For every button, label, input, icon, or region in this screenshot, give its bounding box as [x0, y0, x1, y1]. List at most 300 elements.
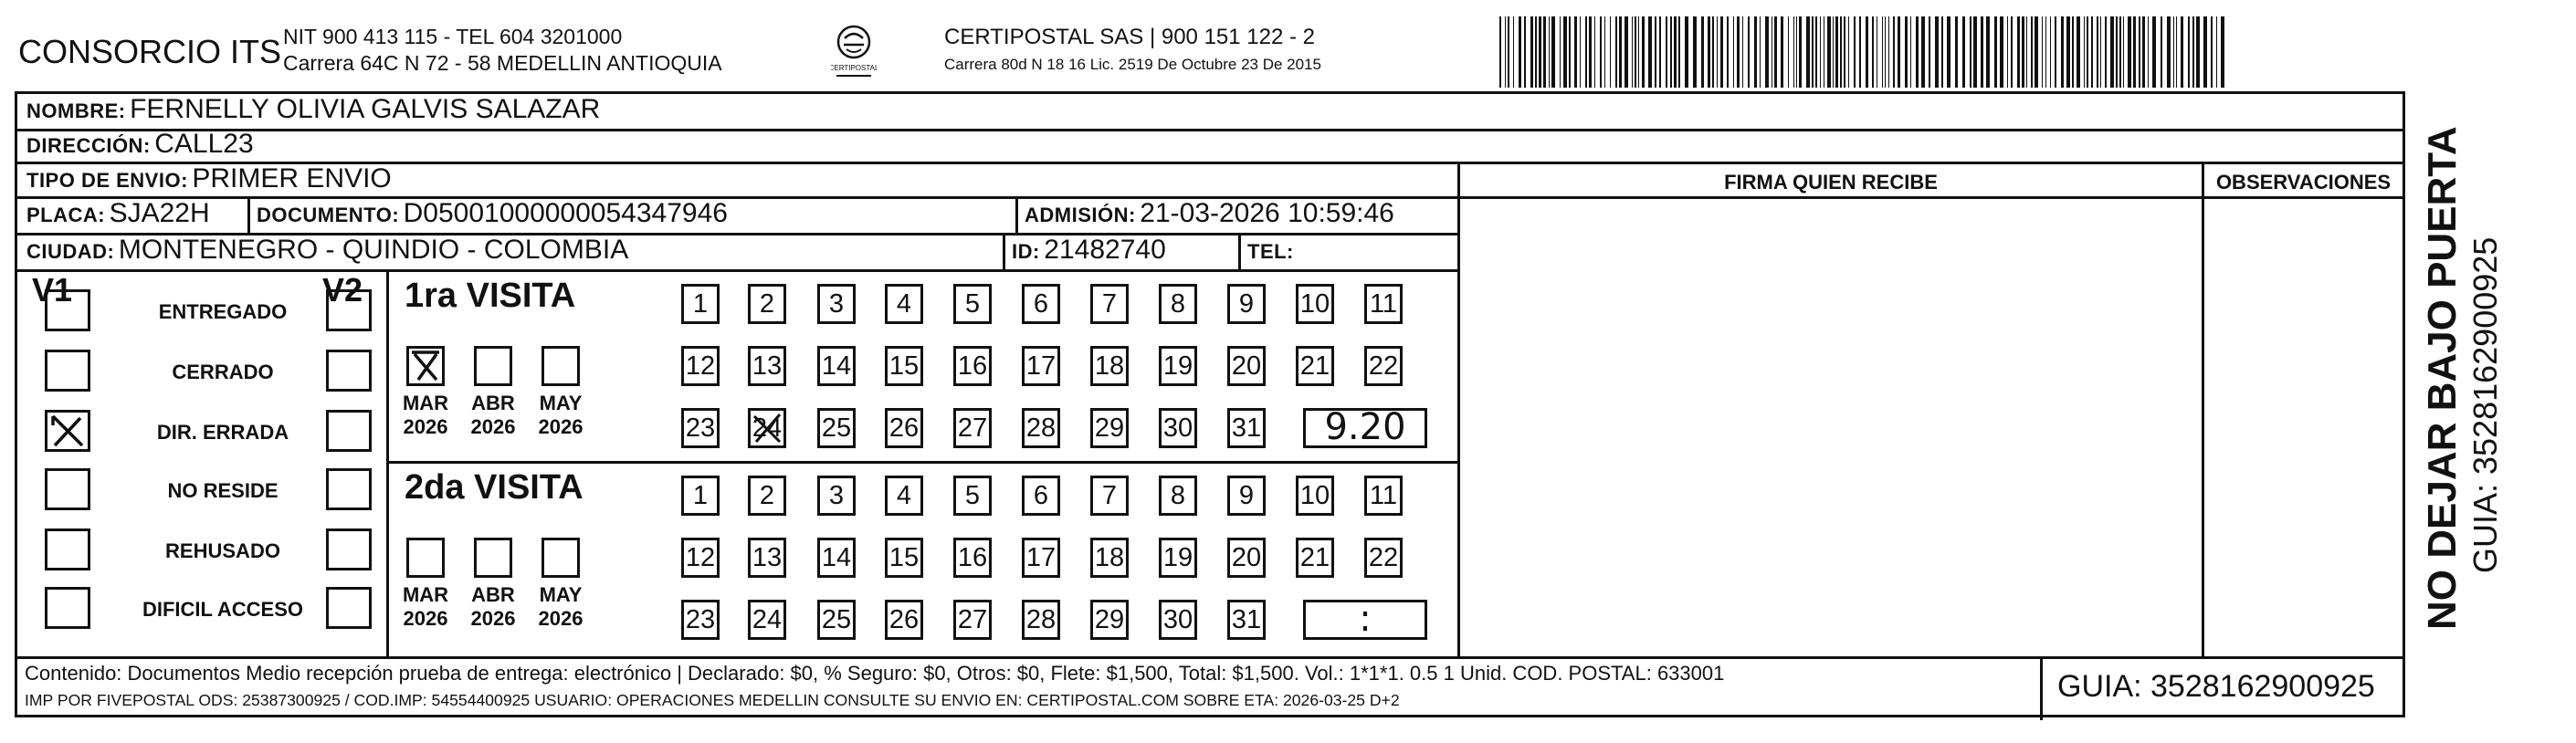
- firma-header: FIRMA QUIEN RECIBE: [1724, 171, 1938, 194]
- barcode-bar: [2148, 16, 2149, 88]
- day-number: 11: [1369, 289, 1398, 319]
- month-name: ABR: [471, 392, 515, 414]
- barcode-bar: [2045, 16, 2046, 88]
- day-number: 17: [1025, 351, 1057, 381]
- id-value: 21482740: [1044, 235, 1166, 265]
- barcode-bar: [1812, 16, 1814, 88]
- day-box[interactable]: [1022, 284, 1060, 324]
- day-number: 23: [685, 605, 716, 634]
- barcode-bar: [1866, 16, 1868, 88]
- day-box[interactable]: [953, 346, 992, 386]
- barcode-bar: [1840, 16, 1842, 88]
- barcode-bar: [1854, 16, 1856, 88]
- barcode-bar: [2139, 16, 2140, 88]
- barcode-bar: [1910, 16, 1911, 88]
- barcode-bar: [1674, 16, 1677, 88]
- barcode-bar: [1619, 16, 1622, 88]
- side-guia: GUIA: 3528162900925: [2466, 236, 2504, 573]
- barcode-bar: [1712, 16, 1714, 88]
- day-number: 19: [1162, 351, 1193, 381]
- day-number: 21: [1299, 351, 1330, 381]
- day-number: 12: [685, 543, 716, 572]
- barcode-bar: [1737, 16, 1740, 88]
- barcode-bar: [1844, 16, 1845, 88]
- post-address-line: Carrera 80d N 18 16 Lic. 2519 De Octubre 23 De 2015: [944, 56, 1321, 73]
- barcode-bar: [1727, 16, 1729, 88]
- barcode-bar: [1815, 16, 1817, 88]
- day-number: 6: [1033, 289, 1049, 319]
- day-number: 11: [1369, 481, 1398, 510]
- barcode-bar: [2050, 16, 2051, 88]
- month-year: 2026: [470, 607, 516, 630]
- barcode-bar: [1585, 16, 1587, 88]
- time-box[interactable]: :: [1303, 600, 1427, 640]
- side-no-dejar: NO DEJAR BAJO PUERTA: [2420, 126, 2465, 630]
- barcode-bar: [1666, 16, 1667, 88]
- barcode-bar: [1885, 16, 1886, 88]
- barcode-bar: [1635, 16, 1636, 88]
- day-number: 1: [692, 289, 709, 319]
- barcode-bar: [1569, 16, 1571, 88]
- day-number: 2: [759, 289, 775, 319]
- barcode-bar: [1994, 16, 1997, 88]
- day-number: 28: [1025, 605, 1057, 634]
- day-number: 8: [1170, 289, 1186, 319]
- nombre-label: NOMBRE:: [26, 99, 126, 122]
- month-name: MAR: [402, 392, 449, 414]
- barcode-bar: [1781, 16, 1783, 88]
- month-checkbox[interactable]: [406, 346, 445, 386]
- day-box[interactable]: [885, 538, 923, 578]
- month-label: [394, 392, 457, 439]
- barcode-bar: [1624, 16, 1628, 88]
- placa-label: PLACA:: [26, 204, 106, 226]
- barcode-bar: [1632, 16, 1633, 88]
- day-box[interactable]: [1090, 284, 1129, 324]
- admision-value: 21-03-2026 10:59:46: [1140, 198, 1394, 228]
- v1-checkbox[interactable]: [45, 587, 90, 629]
- barcode-bar: [2066, 16, 2070, 88]
- barcode-bar: [2055, 16, 2056, 88]
- day-box[interactable]: [817, 284, 856, 324]
- nombre-field: [26, 94, 600, 125]
- status-label: DIFICIL ACCESO: [142, 598, 303, 621]
- ciudad-field: [26, 235, 628, 266]
- day-box[interactable]: [885, 476, 923, 516]
- documento-field: [257, 198, 728, 229]
- barcode-bar: [1594, 16, 1595, 88]
- barcode-bar: [2203, 16, 2207, 88]
- month-name: MAY: [539, 583, 583, 606]
- barcode-bar: [2192, 16, 2194, 88]
- barcode-bar: [1508, 16, 1509, 88]
- day-number: 26: [888, 605, 920, 634]
- day-box[interactable]: [1022, 600, 1060, 640]
- v1-checkbox[interactable]: [45, 350, 90, 392]
- day-box[interactable]: [1159, 538, 1197, 578]
- month-checkbox[interactable]: [474, 346, 512, 386]
- barcode-bar: [1820, 16, 1821, 88]
- day-box[interactable]: [1022, 408, 1060, 448]
- day-number: 7: [1101, 289, 1118, 319]
- side-notice: [2420, 119, 2529, 630]
- barcode-bar: [1827, 16, 1831, 88]
- day-box[interactable]: [681, 476, 720, 516]
- v1-checkbox[interactable]: [45, 468, 90, 510]
- day-box[interactable]: [1227, 476, 1266, 516]
- barcode-bar: [1760, 16, 1761, 88]
- day-box[interactable]: [1090, 538, 1129, 578]
- day-box[interactable]: [817, 408, 856, 448]
- ciudad-label: CIUDAD:: [26, 240, 115, 263]
- check-mark-icon: [47, 413, 88, 449]
- day-box[interactable]: [1227, 600, 1266, 640]
- day-number: 30: [1162, 413, 1193, 443]
- day-number: 21: [1299, 543, 1330, 572]
- barcode-bar: [1574, 16, 1577, 88]
- day-box[interactable]: [1022, 538, 1060, 578]
- placa-field: [26, 198, 210, 229]
- day-number: 27: [957, 605, 988, 634]
- barcode-bar: [2026, 16, 2027, 88]
- barcode-bar: [1720, 16, 1723, 88]
- v2-checkbox[interactable]: [326, 289, 372, 331]
- delivery-form: [15, 91, 2405, 717]
- status-label: CERRADO: [172, 361, 274, 383]
- day-number: 25: [821, 413, 852, 443]
- day-number: 4: [896, 481, 912, 510]
- month-label: [529, 392, 593, 439]
- direccion-field: [26, 129, 254, 160]
- barcode-bar: [1848, 16, 1849, 88]
- barcode-bar: [1733, 16, 1734, 88]
- barcode-bar: [2084, 16, 2085, 88]
- v2-checkbox[interactable]: [326, 410, 372, 452]
- day-box[interactable]: [885, 408, 923, 448]
- rule: [386, 269, 389, 656]
- barcode-bar: [1551, 16, 1555, 88]
- day-box[interactable]: [1159, 476, 1197, 516]
- v1-header: V1: [32, 271, 73, 309]
- barcode-bar: [2087, 16, 2088, 88]
- day-number: 31: [1231, 605, 1262, 634]
- month-checkbox[interactable]: [474, 538, 512, 578]
- day-box[interactable]: [817, 538, 856, 578]
- certipostal-info: [944, 24, 1321, 78]
- day-box[interactable]: [1296, 346, 1334, 386]
- v2-checkbox[interactable]: [326, 468, 372, 510]
- barcode-bar: [1799, 16, 1802, 88]
- month-year: 2026: [470, 415, 516, 438]
- day-number: 12: [685, 351, 716, 381]
- tipo-envio-value: PRIMER ENVIO: [192, 163, 392, 194]
- tipo-envio-field: [26, 163, 392, 194]
- day-box[interactable]: [1090, 476, 1129, 516]
- day-number: 16: [957, 543, 988, 572]
- company-nit-line: NIT 900 413 115 - TEL 604 3201000: [283, 25, 623, 48]
- v2-header: V2: [322, 271, 363, 309]
- day-box[interactable]: [681, 538, 720, 578]
- barcode-bar: [2188, 16, 2190, 88]
- day-box[interactable]: [748, 600, 786, 640]
- day-number: 20: [1231, 351, 1262, 381]
- day-box[interactable]: [953, 600, 992, 640]
- day-box[interactable]: [953, 284, 992, 324]
- barcode-bar: [2105, 16, 2107, 88]
- day-number: 18: [1094, 543, 1125, 572]
- barcode-bar: [1549, 16, 1550, 88]
- id-field: [1012, 235, 1166, 266]
- day-box[interactable]: [1296, 476, 1334, 516]
- barcode-bar: [2031, 16, 2033, 88]
- day-box[interactable]: [1296, 284, 1334, 324]
- day-number: 5: [964, 289, 981, 319]
- v1-checkbox[interactable]: [45, 410, 90, 452]
- day-number: 19: [1162, 543, 1193, 572]
- barcode-bar: [1701, 16, 1704, 88]
- status-label: ENTREGADO: [158, 300, 288, 323]
- day-number: 28: [1025, 413, 1057, 443]
- company-info: [283, 24, 722, 77]
- barcode-bar: [1835, 16, 1838, 88]
- barcode-bar: [2167, 16, 2171, 88]
- day-box[interactable]: [1159, 284, 1197, 324]
- barcode-bar: [1947, 16, 1950, 88]
- month-year: 2026: [403, 607, 448, 630]
- v1-checkbox[interactable]: [45, 289, 90, 331]
- barcode-bar: [1796, 16, 1797, 88]
- visit-title: 1ra VISITA: [405, 277, 576, 315]
- barcode-bar: [1986, 16, 1990, 88]
- barcode-bar: [1935, 16, 1939, 88]
- barcode-bar: [1888, 16, 1889, 88]
- v2-checkbox[interactable]: [326, 528, 372, 570]
- day-box[interactable]: [748, 538, 786, 578]
- day-box[interactable]: [681, 346, 720, 386]
- day-box[interactable]: [748, 346, 786, 386]
- time-box[interactable]: 9.20: [1303, 408, 1427, 448]
- day-box[interactable]: [748, 284, 786, 324]
- day-box[interactable]: [1364, 284, 1403, 324]
- day-number: 24: [752, 413, 783, 443]
- company-name: CONSORCIO ITS: [18, 33, 282, 70]
- day-box[interactable]: [1090, 408, 1129, 448]
- rule: [247, 196, 250, 233]
- day-number: 18: [1094, 351, 1125, 381]
- day-box[interactable]: [1227, 346, 1266, 386]
- v2-checkbox[interactable]: [326, 587, 372, 629]
- day-box[interactable]: [1364, 538, 1403, 578]
- observaciones-header: OBSERVACIONES: [2215, 171, 2392, 194]
- day-number: 14: [821, 351, 852, 381]
- barcode-bar: [1638, 16, 1639, 88]
- day-number: 10: [1299, 289, 1330, 319]
- month-year: 2026: [403, 415, 448, 438]
- day-number: 2: [759, 481, 775, 510]
- barcode-bar: [1981, 16, 1983, 88]
- barcode-bar: [1560, 16, 1561, 88]
- documento-value: D05001000000054347946: [403, 198, 728, 228]
- day-number: 29: [1094, 605, 1125, 634]
- day-box[interactable]: [1227, 408, 1266, 448]
- barcode-bar: [2011, 16, 2013, 88]
- barcode-bar: [1589, 16, 1592, 88]
- barcode-bar: [1793, 16, 1794, 88]
- barcode-bar: [1929, 16, 1930, 88]
- barcode-bar: [1604, 16, 1605, 88]
- day-number: 29: [1094, 413, 1125, 443]
- day-box[interactable]: [817, 346, 856, 386]
- barcode-bar: [1973, 16, 1977, 88]
- barcode-bar: [2000, 16, 2003, 88]
- barcode-bar: [1670, 16, 1672, 88]
- barcode-bar: [1774, 16, 1777, 88]
- barcode-bar: [2181, 16, 2183, 88]
- barcode-bar: [1693, 16, 1697, 88]
- day-box[interactable]: [748, 408, 786, 448]
- direccion-value: CALL23: [154, 129, 254, 159]
- day-number: 23: [685, 413, 716, 443]
- v2-checkbox[interactable]: [326, 350, 372, 392]
- day-box[interactable]: [953, 538, 992, 578]
- barcode-bar: [1788, 16, 1789, 88]
- barcode-bar: [1833, 16, 1834, 88]
- tel-label: TEL:: [1247, 240, 1294, 263]
- placa-value: SJA22H: [109, 198, 210, 228]
- barcode-bar: [1717, 16, 1718, 88]
- rule: [17, 269, 1457, 272]
- day-box[interactable]: [1159, 600, 1197, 640]
- barcode-bar: [2142, 16, 2145, 88]
- day-number: 31: [1231, 413, 1262, 443]
- barcode-bar: [1806, 16, 1810, 88]
- day-box[interactable]: [1364, 476, 1403, 516]
- barcode-bar: [2007, 16, 2008, 88]
- day-box[interactable]: [953, 476, 992, 516]
- barcode-bar: [2123, 16, 2124, 88]
- day-number: 10: [1299, 481, 1330, 510]
- barcode-bar: [1499, 16, 1501, 88]
- day-box[interactable]: [681, 600, 720, 640]
- barcode-bar: [2077, 16, 2080, 88]
- direccion-label: DIRECCIÓN:: [26, 134, 151, 157]
- barcode-bar: [2176, 16, 2177, 88]
- rule: [1015, 196, 1018, 233]
- month-checkbox[interactable]: [541, 538, 580, 578]
- barcode-bar: [1893, 16, 1895, 88]
- rule: [1238, 233, 1241, 269]
- day-number: 27: [957, 413, 988, 443]
- day-box[interactable]: [953, 408, 992, 448]
- barcode-bar: [2119, 16, 2121, 88]
- barcode-bar: [1921, 16, 1925, 88]
- day-box[interactable]: [817, 476, 856, 516]
- barcode-bar: [1905, 16, 1908, 88]
- day-box[interactable]: [1296, 538, 1334, 578]
- day-box[interactable]: [1227, 538, 1266, 578]
- barcode-bar: [1962, 16, 1965, 88]
- barcode: [1498, 16, 2228, 88]
- month-name: MAR: [402, 583, 449, 606]
- status-label: DIR. ERRADA: [156, 421, 289, 444]
- day-box[interactable]: [1022, 476, 1060, 516]
- day-number: 24: [752, 605, 783, 634]
- barcode-bar: [2221, 16, 2224, 88]
- day-number: 15: [888, 543, 920, 572]
- rule: [386, 461, 1457, 464]
- barcode-bar: [1748, 16, 1750, 88]
- v1-checkbox[interactable]: [45, 528, 90, 570]
- barcode-bar: [1955, 16, 1958, 88]
- day-number: 22: [1368, 351, 1399, 381]
- tel-field: [1247, 235, 1294, 266]
- barcode-bar: [1859, 16, 1861, 88]
- barcode-bar: [1505, 16, 1506, 88]
- barcode-bar: [1754, 16, 1757, 88]
- barcode-bar: [2022, 16, 2024, 88]
- day-box[interactable]: [817, 600, 856, 640]
- barcode-bar: [1765, 16, 1769, 88]
- month-checkbox[interactable]: [541, 346, 580, 386]
- footer-guia: GUIA: 3528162900925: [2057, 669, 2375, 704]
- barcode-bar: [1513, 16, 1514, 88]
- day-box[interactable]: [681, 284, 720, 324]
- month-label: [394, 583, 457, 631]
- barcode-bar: [2116, 16, 2118, 88]
- day-box[interactable]: [885, 346, 923, 386]
- day-number: 8: [1170, 481, 1186, 510]
- month-checkbox[interactable]: [406, 538, 445, 578]
- barcode-bar: [1872, 16, 1874, 88]
- month-name: ABR: [471, 583, 515, 606]
- day-box[interactable]: [1159, 408, 1197, 448]
- day-number: 6: [1033, 481, 1049, 510]
- day-number: 7: [1101, 481, 1118, 510]
- day-box[interactable]: [1090, 600, 1129, 640]
- day-box[interactable]: [1227, 284, 1266, 324]
- barcode-bar: [2133, 16, 2136, 88]
- barcode-bar: [2196, 16, 2200, 88]
- barcode-bar: [2128, 16, 2131, 88]
- day-box[interactable]: [1159, 346, 1197, 386]
- day-box[interactable]: [1022, 346, 1060, 386]
- day-box[interactable]: [681, 408, 720, 448]
- barcode-bar: [1685, 16, 1688, 88]
- month-year: 2026: [538, 607, 584, 630]
- day-box[interactable]: [885, 284, 923, 324]
- day-number: 3: [828, 481, 845, 510]
- day-number: 14: [821, 543, 852, 572]
- day-box[interactable]: [885, 600, 923, 640]
- post-name-line: CERTIPOSTAL SAS | 900 151 122 - 2: [944, 25, 1315, 49]
- month-label: [461, 583, 525, 631]
- rule: [1457, 162, 1460, 656]
- barcode-bar: [1742, 16, 1743, 88]
- month-name: MAY: [539, 392, 583, 414]
- day-box[interactable]: [1090, 346, 1129, 386]
- barcode-bar: [1916, 16, 1919, 88]
- barcode-bar: [1530, 16, 1533, 88]
- barcode-bar: [1642, 16, 1645, 88]
- barcode-bar: [2097, 16, 2098, 88]
- nombre-value: FERNELLY OLIVIA GALVIS SALAZAR: [130, 94, 601, 124]
- barcode-bar: [1580, 16, 1581, 88]
- certipostal-logo: [831, 22, 877, 86]
- logo-text: CERTIPOSTAL: [831, 64, 877, 72]
- day-box[interactable]: [748, 476, 786, 516]
- id-label: ID:: [1012, 240, 1040, 263]
- day-box[interactable]: [1364, 346, 1403, 386]
